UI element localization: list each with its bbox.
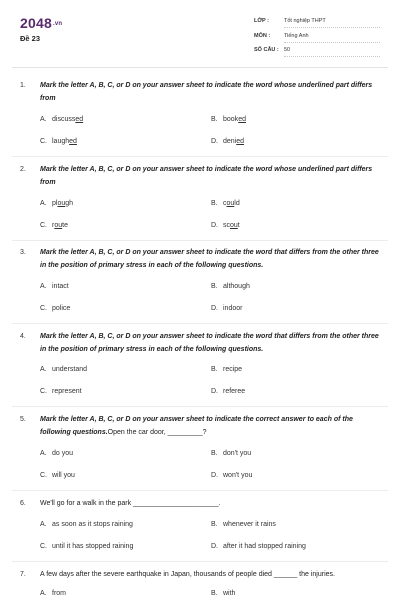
option-letter: A.: [40, 116, 47, 123]
question-number: 4.: [20, 333, 26, 340]
option-c[interactable]: [40, 222, 68, 229]
option-letter: C.: [40, 472, 47, 479]
option-text: understand: [52, 366, 88, 373]
option-b[interactable]: [211, 590, 235, 597]
site-logo[interactable]: [20, 15, 62, 31]
option-letter: D.: [211, 305, 218, 312]
question-number: 5.: [20, 416, 26, 423]
question-text: A few days after the severe earthquake in Japan, thousands of people died ______ the injuries.: [40, 571, 335, 578]
underlined-part: ed: [238, 116, 246, 123]
option-letter: B.: [211, 450, 218, 457]
option-a[interactable]: [40, 116, 83, 123]
underlined-part: ed: [69, 138, 77, 145]
meta-class: [254, 18, 380, 25]
option-text: sc: [223, 222, 230, 229]
option-text: don't you: [223, 450, 252, 457]
question-text: [40, 413, 380, 439]
option-text: do you: [52, 450, 74, 457]
option-d[interactable]: [211, 543, 306, 550]
underlined-part: ou: [57, 200, 66, 207]
option-d[interactable]: [211, 138, 244, 145]
option-text: indoor: [223, 305, 243, 312]
meta-subject-label: MÔN :: [254, 33, 271, 39]
meta-class-label: LỚP :: [254, 18, 269, 24]
option-letter: C.: [40, 222, 47, 229]
option-text: whenever it rains: [223, 521, 276, 528]
option-letter: C.: [40, 138, 47, 145]
option-text: te: [62, 222, 68, 229]
option-b[interactable]: [211, 450, 251, 457]
option-c[interactable]: [40, 543, 133, 550]
option-a[interactable]: [40, 200, 73, 207]
option-letter: B.: [211, 116, 218, 123]
question-number: 7.: [20, 571, 26, 578]
option-text: represent: [52, 388, 82, 395]
option-letter: D.: [211, 138, 218, 145]
option-b[interactable]: [211, 200, 240, 207]
option-letter: C.: [40, 388, 47, 395]
option-letter: B.: [211, 283, 218, 290]
option-text: pl: [52, 200, 58, 207]
option-text: laugh: [52, 138, 70, 145]
option-letter: A.: [40, 366, 47, 373]
option-letter: C.: [40, 305, 47, 312]
option-c[interactable]: [40, 388, 82, 395]
option-text: although: [223, 283, 250, 290]
underlined-part: ou: [226, 200, 235, 207]
option-c[interactable]: [40, 138, 77, 145]
option-text: discuss: [52, 116, 76, 123]
option-letter: B.: [211, 200, 218, 207]
option-text: gh: [65, 200, 74, 207]
logo-text: 2048: [20, 15, 52, 31]
meta-question-count: [254, 47, 380, 54]
underlined-part: ed: [75, 116, 84, 123]
option-d[interactable]: [211, 388, 245, 395]
option-c[interactable]: [40, 472, 75, 479]
option-d[interactable]: [211, 305, 242, 312]
header-divider: [12, 67, 388, 68]
option-text: recipe: [223, 366, 243, 373]
option-text: will you: [52, 472, 75, 479]
option-c[interactable]: [40, 305, 70, 312]
option-letter: D.: [211, 388, 218, 395]
option-text: until it has stopped raining: [52, 543, 134, 550]
option-letter: A.: [40, 590, 47, 597]
meta-count-label: SỐ CÂU :: [254, 47, 279, 53]
option-letter: A.: [40, 283, 47, 290]
question-divider: [12, 323, 388, 324]
meta-divider: [284, 27, 380, 28]
option-d[interactable]: [211, 222, 240, 229]
option-letter: A.: [40, 200, 47, 207]
option-text: as soon as it stops raining: [52, 521, 133, 528]
meta-subject-value: Tiếng Anh: [284, 33, 309, 39]
option-text: t: [237, 222, 240, 229]
underlined-part: ou: [230, 222, 238, 229]
question-prompt: Open the car door, _________?: [107, 429, 207, 436]
option-text: book: [223, 116, 239, 123]
option-d[interactable]: [211, 472, 252, 479]
question-instruction: Mark the letter A, B, C, or D on your answer sheet to indicate the correct answer to each of the following questions.: [40, 416, 353, 436]
exam-code: Đề 23: [20, 34, 41, 43]
question-divider: [12, 156, 388, 157]
meta-divider: [284, 42, 380, 43]
option-b[interactable]: [211, 283, 250, 290]
meta-divider: [284, 56, 380, 57]
option-letter: D.: [211, 543, 218, 550]
question-divider: [12, 240, 388, 241]
option-text: from: [52, 590, 66, 597]
option-letter: B.: [211, 590, 218, 597]
option-letter: D.: [211, 472, 218, 479]
option-b[interactable]: [211, 116, 246, 123]
question-text: Mark the letter A, B, C, or D on your answer sheet to indicate the word that differs from the other three in the position of primary stress in each of the following questions.: [40, 333, 379, 353]
meta-class-value: Tốt nghiệp THPT: [284, 18, 326, 24]
option-b[interactable]: [211, 366, 242, 373]
option-a[interactable]: [40, 450, 73, 457]
meta-count-value: 50: [284, 47, 291, 53]
question-number: 2.: [20, 166, 26, 173]
option-a[interactable]: [40, 283, 69, 290]
option-letter: B.: [211, 521, 218, 528]
option-text: police: [52, 305, 71, 312]
question-number: 1.: [20, 82, 26, 89]
option-letter: B.: [211, 366, 218, 373]
option-text: after it had stopped raining: [223, 543, 306, 550]
question-text: Mark the letter A, B, C, or D on your answer sheet to indicate the word whose underlined part differs from: [40, 166, 373, 186]
option-text: won't you: [223, 472, 253, 479]
question-number: 3.: [20, 249, 26, 256]
question-text: Mark the letter A, B, C, or D on your answer sheet to indicate the word whose underlined part differs from: [40, 82, 373, 102]
option-letter: D.: [211, 222, 218, 229]
question-divider: [12, 406, 388, 407]
meta-subject: [254, 33, 380, 40]
option-letter: A.: [40, 450, 47, 457]
option-a[interactable]: [40, 590, 66, 597]
question-divider: [12, 490, 388, 491]
option-letter: A.: [40, 521, 47, 528]
question-text: We'll go for a walk in the park ______________________.: [40, 500, 221, 507]
option-text: ld: [234, 200, 240, 207]
option-b[interactable]: [211, 521, 276, 528]
option-a[interactable]: [40, 521, 133, 528]
option-a[interactable]: [40, 366, 87, 373]
underlined-part: ou: [54, 222, 63, 229]
option-letter: C.: [40, 543, 47, 550]
underlined-part: ed: [236, 138, 245, 145]
option-text: deni: [223, 138, 237, 145]
option-text: r: [52, 222, 55, 229]
question-number: 6.: [20, 500, 26, 507]
logo-suffix: .vn: [52, 21, 63, 28]
option-text: intact: [52, 283, 69, 290]
question-text: Mark the letter A, B, C, or D on your answer sheet to indicate the word that differs from the other three in the position of primary stress in each of the following questions.: [40, 249, 379, 269]
option-text: referee: [223, 388, 246, 395]
question-divider: [12, 561, 388, 562]
option-text: with: [223, 590, 236, 597]
option-text: c: [223, 200, 227, 207]
